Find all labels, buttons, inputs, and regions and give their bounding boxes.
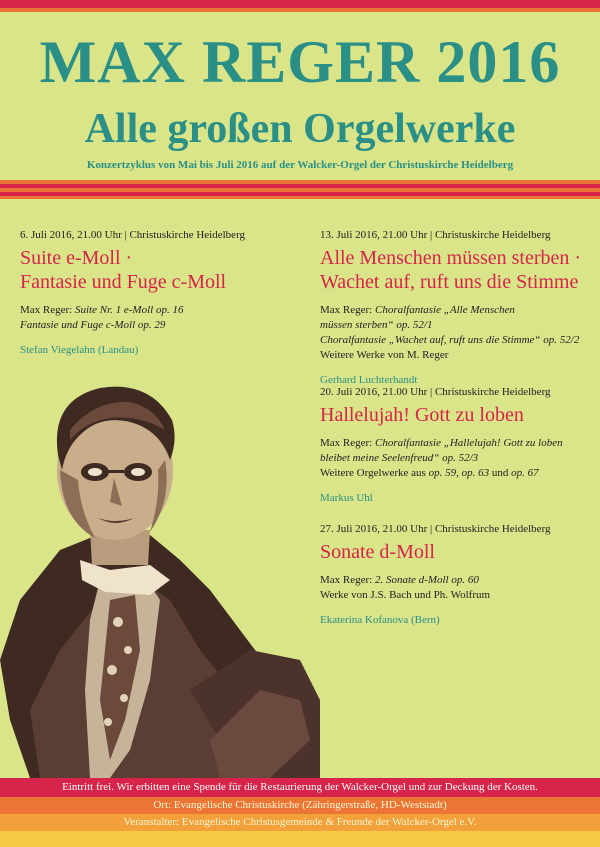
works-line [320, 303, 590, 318]
work-title: bleibet meine Seelenfreud“ op. 52/3 [320, 452, 479, 464]
event-title [320, 246, 590, 294]
works-text: , [456, 467, 462, 479]
event-title-line: Sonate d-Moll [320, 541, 435, 563]
poster-title: MAX REGER 2016 [39, 29, 561, 95]
opus: op. 59 [428, 467, 457, 479]
works-prefix: Max Reger: [320, 437, 375, 449]
work-title: müssen sterben“ op. 52/1 [320, 319, 433, 331]
works-line [320, 333, 590, 348]
works-line [20, 318, 290, 333]
works-text: Weitere Orgelwerke aus [320, 467, 429, 479]
works-prefix: Max Reger: [20, 304, 75, 316]
event-performer: Stefan Viegelahn (Landau) [20, 344, 139, 356]
work-title: Suite Nr. 1 e-Moll op. 16 [74, 304, 184, 316]
works-line [320, 451, 590, 466]
opus: op. 67 [511, 467, 539, 479]
works-prefix: Max Reger: [320, 304, 375, 316]
event-works [320, 303, 590, 363]
poster-tagline: Konzertzyklus von Mai bis Juli 2016 auf der Walcker-Orgel der Christuskirche Heidelberg [86, 159, 514, 171]
event-card [320, 523, 590, 626]
event-title-line: Suite e-Moll · [20, 247, 133, 269]
poster-subtitle: Alle großen Orgelwerke [84, 106, 516, 152]
works-prefix: Max Reger: [320, 574, 375, 586]
event-date: 20. Juli 2016, 21.00 Uhr | Christuskirche Heidelberg [320, 386, 551, 398]
works-line: Weitere Werke von M. Reger [320, 349, 449, 361]
top-red-stripe [0, 0, 600, 8]
work-title: Choralfantasie „Hallelujah! Gott zu loben [374, 437, 563, 449]
works-line: Werke von J.S. Bach und Ph. Wolfrum [320, 589, 491, 601]
work-title: Choralfantasie „Alle Menschen [374, 304, 515, 316]
event-date: 13. Juli 2016, 21.00 Uhr | Christuskirche Heidelberg [320, 229, 551, 241]
portrait-illustration [0, 360, 320, 778]
event-works [320, 573, 590, 603]
event-card [320, 229, 590, 386]
work-title: Fantasie und Fuge c-Moll op. 29 [20, 319, 166, 331]
work-title: Choralfantasie „Wachet auf, ruft uns die Stimme“ op. 52/2 [320, 334, 580, 346]
event-performer: Gerhard Luchterhandt [320, 374, 418, 386]
event-title [320, 403, 590, 427]
footer-admission: Eintritt frei. Wir erbitten eine Spende für die Restaurierung der Walcker-Orgel und zur Deckung der Kosten. [0, 778, 600, 797]
footer-organizer: Veranstalter: Evangelische Christusgemeinde & Freunde der Walcker-Orgel e.V. [0, 814, 600, 831]
event-works [20, 303, 290, 333]
event-performer: Ekaterina Kofanova (Bern) [320, 614, 440, 626]
event-title-line: Alle Menschen müssen sterben · [320, 247, 582, 269]
opus: op. 63 [461, 467, 490, 479]
event-title [320, 540, 590, 564]
works-line [320, 436, 590, 451]
event-title-line: Hallelujah! Gott zu loben [320, 404, 524, 426]
event-title-line: Wachet auf, ruft uns die Stimme [320, 271, 579, 293]
top-orange-stripe [0, 8, 600, 12]
event-date: 27. Juli 2016, 21.00 Uhr | Christuskirche Heidelberg [320, 523, 551, 535]
works-line [320, 573, 590, 588]
event-date: 6. Juli 2016, 21.00 Uhr | Christuskirche Heidelberg [20, 229, 246, 241]
divider-stripe [0, 196, 600, 199]
event-card [20, 229, 290, 356]
event-title [20, 246, 290, 294]
works-line [20, 303, 290, 318]
footer-stripe [0, 831, 600, 847]
footer-venue: Ort: Evangelische Christuskirche (Zähringerstraße, HD-Weststadt) [0, 797, 600, 814]
work-title: 2. Sonate d-Moll op. 60 [374, 574, 479, 586]
works-line [320, 466, 590, 481]
event-works [320, 436, 590, 481]
event-performer: Markus Uhl [320, 492, 373, 504]
event-card [320, 386, 590, 504]
event-title-line: Fantasie und Fuge c-Moll [20, 271, 227, 293]
works-text: und [489, 467, 512, 479]
works-line [320, 318, 590, 333]
